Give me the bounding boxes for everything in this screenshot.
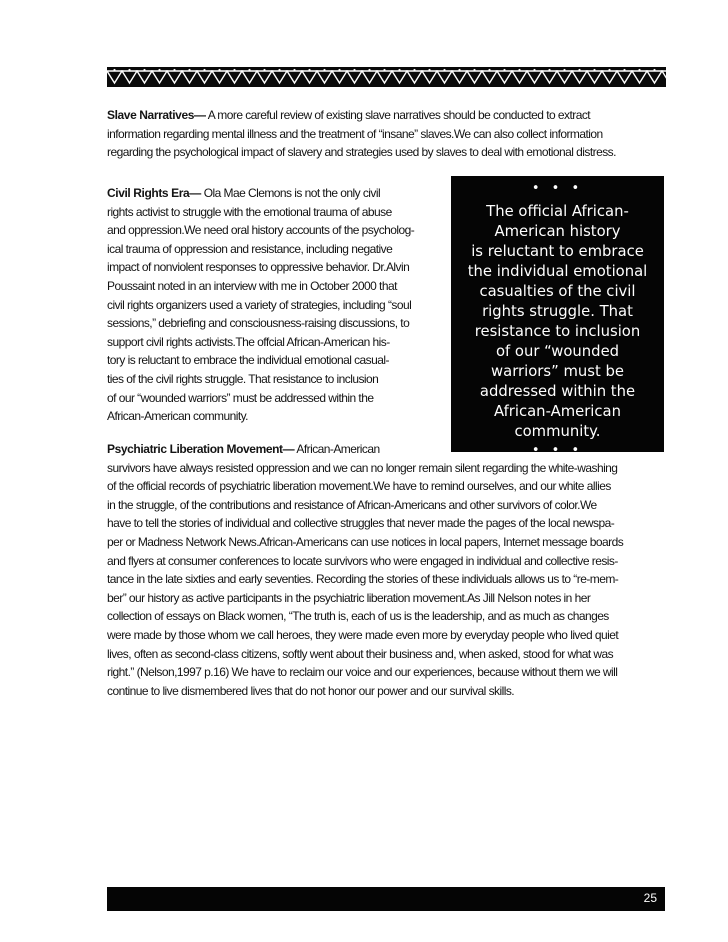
text-line: tory is reluctant to embrace the individual emotional casual-	[107, 353, 389, 368]
zigzag-dot	[413, 69, 415, 71]
zigzag-triangle	[362, 71, 377, 83]
pull-quote-line: resistance to inclusion	[474, 323, 641, 340]
zigzag-triangle	[407, 71, 422, 83]
zigzag-triangle	[647, 71, 662, 83]
text-line: and oppression.We need oral history accounts of the psycholog-	[107, 223, 415, 238]
text-line: of the official records of psychiatric liberation movement.We have to remind ourselves, and our white allies	[107, 479, 611, 494]
ornament-dots-icon: • • •	[531, 181, 584, 196]
pull-quote-line: casualties of the civil	[479, 283, 636, 300]
zigzag-triangle	[392, 71, 407, 83]
section-heading: Psychiatric Liberation Movement—	[107, 442, 295, 456]
zigzag-triangle	[272, 71, 287, 83]
zigzag-dot	[578, 69, 580, 71]
text-line: lives, often as second-class citizens, softly went about their business and, when asked, stood for what was	[107, 646, 614, 661]
zigzag-triangle	[617, 71, 632, 83]
page-number: 25	[643, 891, 657, 905]
text-line: ber” our history as active participants in the psychiatric liberation movement.As Jill Nelson notes in her	[107, 590, 591, 605]
zigzag-triangle	[197, 71, 212, 83]
section-psychiatric-liberation	[107, 440, 659, 700]
zigzag-triangle	[662, 71, 666, 83]
text-line: were made by those whom we call heroes, they were made even more by everyday people who lived quiet	[107, 627, 619, 642]
zigzag-dot	[293, 69, 295, 71]
zigzag-triangle	[557, 71, 572, 83]
section-heading: Slave Narratives—	[107, 108, 206, 122]
zigzag-triangle	[152, 71, 167, 83]
zigzag-dot	[638, 69, 640, 71]
zigzag-triangle	[227, 71, 242, 83]
zigzag-triangle	[377, 71, 392, 83]
zigzag-triangle	[347, 71, 362, 83]
zigzag-triangle	[467, 71, 482, 83]
pull-quote-line: of our “wounded	[495, 343, 620, 360]
zigzag-dot	[113, 69, 115, 71]
zigzag-triangle	[167, 71, 182, 83]
text-line: of our “wounded warriors” must be addressed within the	[107, 390, 374, 405]
text-line: regarding the psychological impact of slavery and strategies used by slaves to deal with emotional distress.	[107, 145, 616, 160]
zigzag-triangle	[602, 71, 617, 83]
zigzag-dot	[128, 69, 130, 71]
text-line: ical trauma of oppression and resistance, including negative	[107, 241, 393, 256]
zigzag-triangle	[332, 71, 347, 83]
text-line: information regarding mental illness and the treatment of “insane” slaves.We can also collect information	[107, 126, 603, 141]
section-slave-narratives	[107, 106, 659, 162]
zigzag-triangle	[107, 71, 122, 83]
zigzag-triangle	[587, 71, 602, 83]
zigzag-triangle	[137, 71, 152, 83]
zigzag-triangle	[542, 71, 557, 83]
text-line: per or Madness Network News.African-Americans can use notices in local papers, Internet message boards	[107, 534, 624, 549]
zigzag-dot	[158, 69, 160, 71]
pull-quote-line: addressed within the	[479, 383, 636, 400]
text-line: rights activist to struggle with the emotional trauma of abuse	[107, 204, 392, 219]
pull-quote-line: the individual emotional	[467, 263, 648, 280]
zigzag-triangle	[422, 71, 437, 83]
zigzag-triangle	[302, 71, 317, 83]
ornament-dots-icon: • • •	[531, 443, 584, 458]
zigzag-dot	[443, 69, 445, 71]
zigzag-dot	[533, 69, 535, 71]
zigzag-triangle	[572, 71, 587, 83]
zigzag-dot	[383, 69, 385, 71]
zigzag-dot	[218, 69, 220, 71]
zigzag-dot	[593, 69, 595, 71]
zigzag-triangle	[122, 71, 137, 83]
text-line: Ola Mae Clemons is not the only civil	[203, 186, 381, 200]
zigzag-dot	[428, 69, 430, 71]
text-line: continue to live dismembered lives that do not honor our power and our survival skills.	[107, 683, 515, 698]
zigzag-triangle	[437, 71, 452, 83]
pull-quote	[451, 176, 664, 458]
zigzag-dot	[278, 69, 280, 71]
zigzag-dot	[458, 69, 460, 71]
zigzag-triangle	[242, 71, 257, 83]
text-line: in the struggle, of the contributions and resistance of African-Americans and other survivors of color.We	[107, 497, 597, 512]
pull-quote-line: American history	[494, 223, 621, 240]
text-line: Poussaint noted in an interview with me in October 2000 that	[107, 278, 397, 293]
text-line: survivors have always resisted oppression and we can no longer remain silent regarding the white-washing	[107, 460, 618, 475]
pull-quote-line: community.	[514, 423, 601, 440]
section-heading: Civil Rights Era—	[107, 186, 201, 200]
zigzag-triangle	[452, 71, 467, 83]
zigzag-dot	[233, 69, 235, 71]
zigzag-dot	[518, 69, 520, 71]
text-line: have to tell the stories of individual and collective struggles that never made the pages of the local newspa-	[107, 516, 615, 531]
zigzag-dot	[653, 69, 655, 71]
text-line: impact of nonviolent responses to oppressive behavior. Dr.Alvin	[107, 260, 410, 275]
zigzag-triangle	[182, 71, 197, 83]
zigzag-dot	[368, 69, 370, 71]
zigzag-dot	[188, 69, 190, 71]
zigzag-triangle	[257, 71, 272, 83]
zigzag-triangle	[482, 71, 497, 83]
zigzag-dot	[143, 69, 145, 71]
zigzag-triangle	[317, 71, 332, 83]
zigzag-dot	[473, 69, 475, 71]
zigzag-dot	[488, 69, 490, 71]
pull-quote-line: is reluctant to embrace	[471, 243, 644, 260]
zigzag-dot	[608, 69, 610, 71]
zigzag-triangle	[497, 71, 512, 83]
zigzag-dot	[323, 69, 325, 71]
pull-quote-line: The official African-	[486, 203, 629, 220]
pull-quote-line: African-American	[493, 403, 621, 420]
zigzag-dot	[623, 69, 625, 71]
text-line: African-American	[296, 442, 380, 456]
zigzag-dot	[248, 69, 250, 71]
zigzag-dot	[263, 69, 265, 71]
decorative-border-top	[107, 67, 666, 87]
pull-quote-text	[455, 202, 660, 442]
zigzag-triangle	[632, 71, 647, 83]
zigzag-dot	[398, 69, 400, 71]
text-line: African-American community.	[107, 409, 248, 424]
text-line: civil rights organizers used a variety of strategies, including “soul	[107, 297, 412, 312]
zigzag-dot	[203, 69, 205, 71]
zigzag-dot	[563, 69, 565, 71]
zigzag-triangle	[287, 71, 302, 83]
section-civil-rights-era	[107, 184, 441, 426]
text-line: right.” (Nelson,1997 p.16) We have to reclaim our voice and our experiences, because without them we will	[107, 665, 618, 680]
zigzag-dot	[173, 69, 175, 71]
text-line: collection of essays on Black women, “The truth is, each of us is the leadership, and as much as changes	[107, 609, 609, 624]
zigzag-triangle	[527, 71, 542, 83]
text-line: A more careful review of existing slave narratives should be conducted to extract	[207, 108, 591, 122]
zigzag-dot	[503, 69, 505, 71]
zigzag-dot	[338, 69, 340, 71]
zigzag-dot	[353, 69, 355, 71]
text-line: ties of the civil rights struggle. That resistance to inclusion	[107, 371, 379, 386]
text-line: sessions,” debriefing and consciousness-raising discussions, to	[107, 316, 410, 331]
pull-quote-line: warriors” must be	[491, 363, 624, 380]
footer-bar	[107, 887, 665, 911]
zigzag-triangle	[512, 71, 527, 83]
pull-quote-line: rights struggle. That	[482, 303, 633, 320]
text-line: and flyers at consumer conferences to locate survivors who were engaged in individual and collective resis-	[107, 553, 618, 568]
zigzag-pattern-icon	[107, 67, 666, 87]
zigzag-triangle	[212, 71, 227, 83]
text-line: support civil rights activists.The offcial African-American his-	[107, 334, 390, 349]
text-line: tance in the late sixties and early seventies. Recording the stories of these individuals allows us to “re-mem-	[107, 572, 619, 587]
zigzag-dot	[308, 69, 310, 71]
zigzag-dot	[548, 69, 550, 71]
